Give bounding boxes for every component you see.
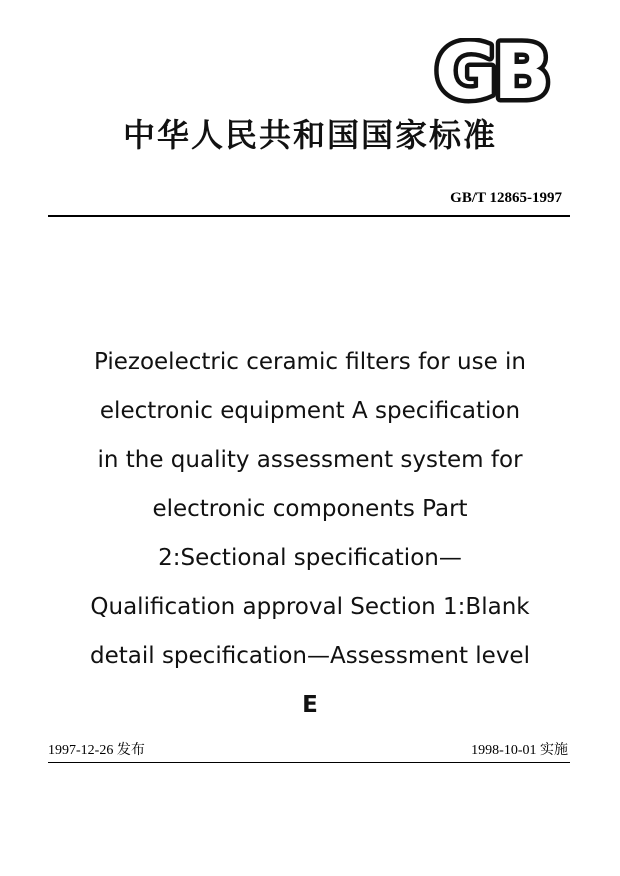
implementation-date: 1998-10-01 实施 <box>471 743 568 758</box>
document-title <box>40 338 580 730</box>
header-divider <box>48 215 570 217</box>
standard-number: GB/T 12865-1997 <box>450 190 562 206</box>
gb-logo <box>426 38 556 104</box>
issue-date: 1997-12-26 发布 <box>48 743 145 758</box>
title-line: 2:Sectional specification— <box>158 545 462 571</box>
title-line: electronic equipment A specification <box>99 398 521 424</box>
title-line: Qualification approval Section 1:Blank <box>90 594 530 620</box>
title-line: electronic components Part <box>152 496 468 522</box>
title-line: in the quality assessment system for <box>97 447 523 473</box>
title-line: Piezoelectric ceramic filters for use in <box>93 349 527 375</box>
footer-divider <box>48 762 570 763</box>
org-title: 中华人民共和国国家标准 <box>122 116 497 154</box>
title-line: E <box>302 692 318 718</box>
gb-logo-text: GB <box>434 38 548 104</box>
title-line: detail specification—Assessment level <box>90 643 530 669</box>
